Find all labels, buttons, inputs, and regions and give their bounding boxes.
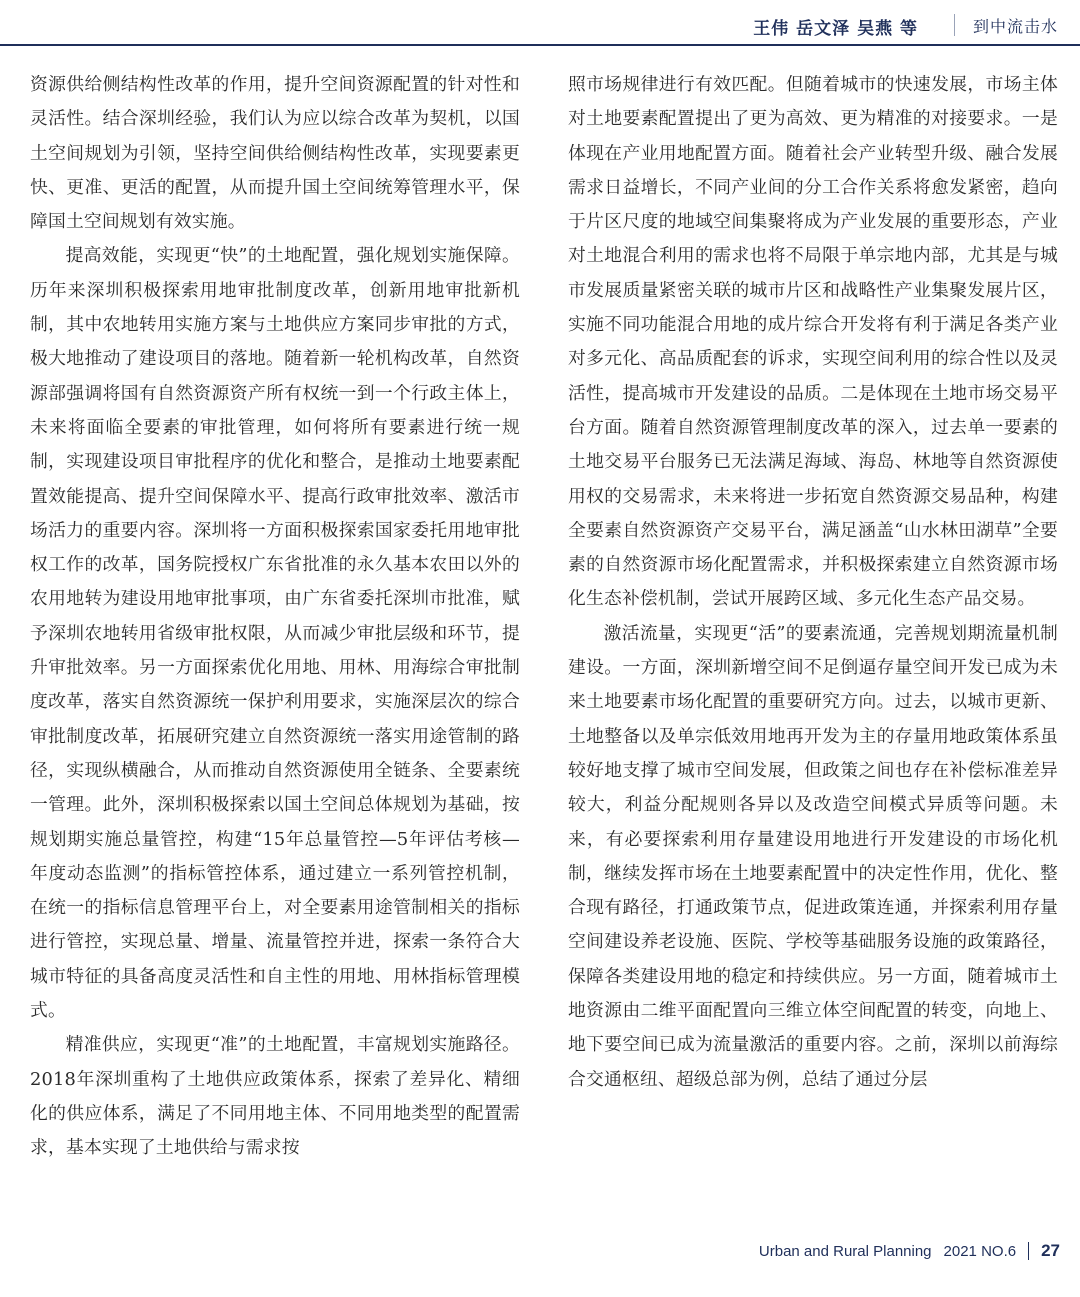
page-number: 27 [1041,1241,1060,1260]
left-column [30,68,520,1166]
left-paragraph-2: 提高效能，实现更“快”的土地配置，强化规划实施保障。历年来深圳积极探索用地审批制度改革，创新用地审批新机制，其中农地转用实施方案与土地供应方案同步审批的方式，极大地推动了建设项目的落地。随着新一轮机构改革，自然资源部强调将国有自然资源资产所有权统一到一个行政主体上，未来将面临全要素的审批管理，如何将所有要素进行统一规制，实现建设项目审批程序的优化和整合，是推动土地要素配置效能提高、提升空间保障水平、提高行政审批效率、激活市场活力的重要内容。深圳将一方面积极探索国家委托用地审批权工作的改革，国务院授权广东省批准的永久基本农田以外的农用地转为建设用地审批事项，由广东省委托深圳市批准，赋予深圳农地转用省级审批权限，从而减少审批层级和环节，提升审批效率。另一方面探索优化用地、用林、用海综合审批制度改革，落实自然资源统一保护利用要求，实施深层次的综合审批制度改革，拓展研究建立自然资源统一落实用途管制的路径，实现纵横融合，从而推动自然资源使用全链条、全要素统一管理。此外，深圳积极探索以国土空间总体规划为基础，按规划期实施总量管控，构建“15年总量管控—5年评估考核—年度动态监测”的指标管控体系，通过建立一系列管控机制，在统一的指标信息管理平台上，对全要素用途管制相关的指标进行管控，实现总量、增量、流量管控并进，探索一条符合大城市特征的具备高度灵活性和自主性的用地、用林指标管理模式。 [30,245,520,1022]
left-paragraph-1: 资源供给侧结构性改革的作用，提升空间资源配置的针对性和灵活性。结合深圳经验，我们认为应以综合改革为契机，以国土空间规划为引领，坚持空间供给侧结构性改革，实现要素更快、更准、更活的配置，从而提升国土空间统筹管理水平，保障国土空间规划有效实施。 [30,74,520,233]
footer-journal-name: Urban and Rural Planning [758,1242,932,1260]
left-paragraph-3: 精准供应，实现更“准”的土地配置，丰富规划实施路径。2018年深圳重构了土地供应政策体系，探索了差异化、精细化的供应体系，满足了不同用地主体、不同用地类型的配置需求，基本实现了土地供给与需求按 [30,1034,520,1159]
footer-divider [1028,1242,1029,1260]
header-section-title: 到中流击水 [972,17,1058,36]
running-header [0,0,1080,46]
footer-issue: 2021 NO.6 [943,1242,1017,1260]
header-authors: 王伟 岳文泽 吴燕 等 [753,19,918,39]
right-paragraph-1: 照市场规律进行有效匹配。但随着城市的快速发展，市场主体对土地要素配置提出了更为高效、更为精准的对接要求。一是体现在产业用地配置方面。随着社会产业转型升级、融合发展需求日益增长，不同产业间的分工合作关系将愈发紧密，趋向于片区尺度的地域空间集聚将成为产业发展的重要形态，产业对土地混合利用的需求也将不局限于单宗地内部，尤其是与城市发展质量紧密关联的城市片区和战略性产业集聚发展片区，实施不同功能混合用地的成片综合开发将有利于满足各类产业对多元化、高品质配套的诉求，实现空间利用的综合性以及灵活性，提高城市开发建设的品质。二是体现在土地市场交易平台方面。随着自然资源管理制度改革的深入，过去单一要素的土地交易平台服务已无法满足海域、海岛、林地等自然资源使用权的交易需求，未来将进一步拓宽自然资源交易品种，构建全要素自然资源资产交易平台，满足涵盖“山水林田湖草”全要素的自然资源市场化配置需求，并积极探索建立自然资源市场化生态补偿机制，尝试开展跨区域、多元化生态产品交易。 [568,74,1058,610]
right-column [568,68,1058,1097]
header-rule [0,44,1080,46]
header-separator [954,14,955,36]
right-paragraph-2: 激活流量，实现更“活”的要素流通，完善规划期流量机制建设。一方面，深圳新增空间不足倒逼存量空间开发已成为未来土地要素市场化配置的重要研究方向。过去，以城市更新、土地整备以及单宗低效用地再开发为主的存量用地政策体系虽较好地支撑了城市空间发展，但政策之间也存在补偿标准差异较大，利益分配规则各异以及改造空间模式异质等问题。未来，有必要探索利用存量建设用地进行开发建设的市场化机制，继续发挥市场在土地要素配置中的决定性作用，优化、整合现有路径，打通政策节点，促进政策连通，并探索利用存量空间建设养老设施、医院、学校等基础服务设施的政策路径，保障各类建设用地的稳定和持续供应。另一方面，随着城市土地资源由二维平面配置向三维立体空间配置的转变，向地上、地下要空间已成为流量激活的重要内容。之前，深圳以前海综合交通枢纽、超级总部为例，总结了通过分层 [568,622,1058,1090]
page-footer [759,1239,1060,1263]
